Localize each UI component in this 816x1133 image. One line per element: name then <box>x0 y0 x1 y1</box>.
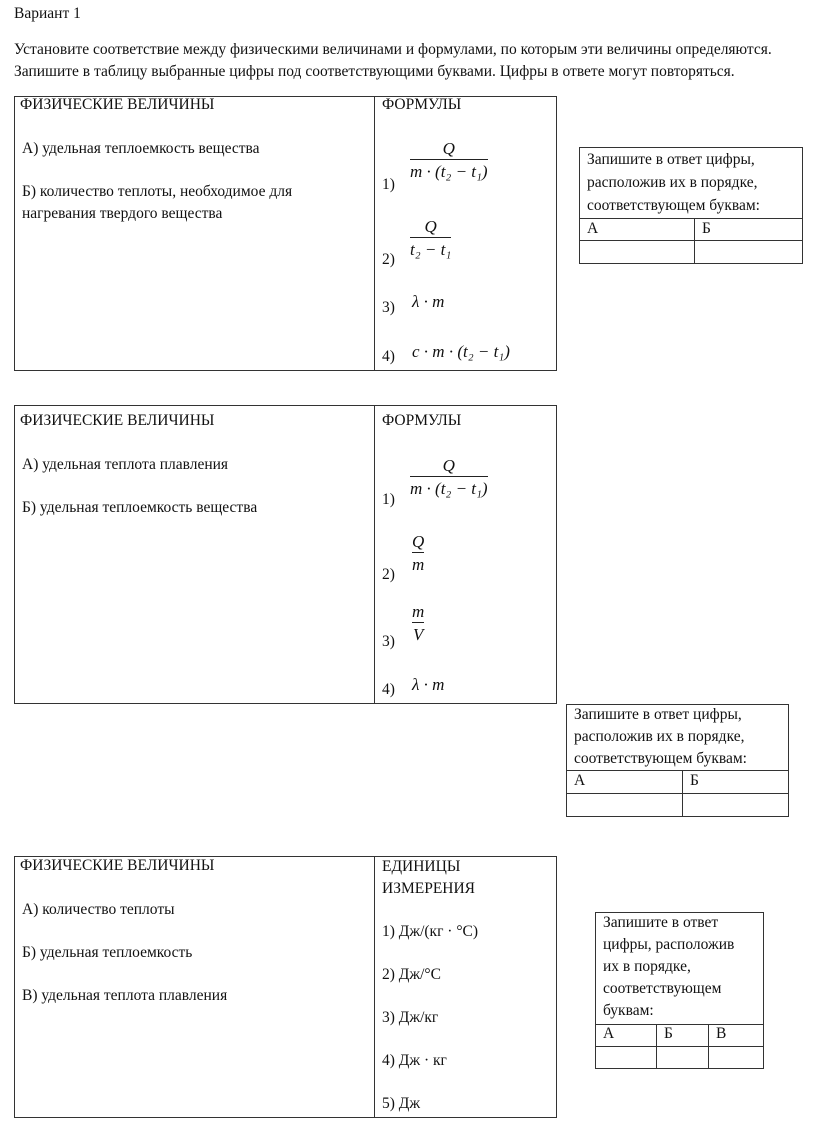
answer-prompt: Запишите в ответ цифры, <box>587 151 755 168</box>
task3-right-header: ЕДИНИЦЫ <box>382 858 461 875</box>
formula-fraction: m V <box>412 602 425 644</box>
formula: λ · m <box>412 292 445 311</box>
task1-left-header: ФИЗИЧЕСКИЕ ВЕЛИЧИНЫ <box>20 96 215 113</box>
answer-prompt: соответствующем <box>603 980 722 997</box>
formula-number: 4) <box>382 348 395 365</box>
instruction-text: Установите соответствие между физическими величинами и формулами, по которым эти величины определяются. Запишите в таблицу выбранные цифры под соответствующими буквами. Цифры в ответе могут повторяться. <box>14 41 772 80</box>
letter-b: Б <box>702 220 711 237</box>
formula: λ · m <box>412 675 445 694</box>
answer-prompt: соответствующем буквам: <box>587 197 760 214</box>
answer-prompt: цифры, расположив <box>603 936 735 953</box>
formula-fraction: Q m · (t₂ − t₁) <box>410 139 488 181</box>
task2-left-header: ФИЗИЧЕСКИЕ ВЕЛИЧИНЫ <box>20 412 215 429</box>
formula-number: 4) <box>382 681 395 698</box>
formula-number: 2) <box>382 566 395 583</box>
task1-quantity-b: Б) количество теплоты, необходимое для <box>22 183 293 200</box>
formula-number: 1) <box>382 176 395 193</box>
answer-cell-a[interactable] <box>596 1047 655 1068</box>
answer-prompt: буквам: <box>603 1002 654 1019</box>
formula: c · m · (t₂ − t₁) <box>412 342 510 361</box>
answer-cell-b[interactable] <box>695 241 802 263</box>
task2-right-header: ФОРМУЛЫ <box>382 412 462 429</box>
letter-b: Б <box>664 1025 673 1042</box>
formula-fraction: Q m · (t₂ − t₁) <box>410 456 488 498</box>
unit-option: 5) Дж <box>382 1095 421 1112</box>
task1-quantity-a: А) удельная теплоемкость вещества <box>22 140 260 157</box>
formula-number: 1) <box>382 491 395 508</box>
letter-a: А <box>603 1025 615 1042</box>
answer-cell-c[interactable] <box>709 1047 763 1068</box>
letter-a: А <box>574 772 586 789</box>
letter-a: А <box>587 220 599 237</box>
formula-number: 3) <box>382 299 395 316</box>
answer-cell-a[interactable] <box>567 794 681 816</box>
task2-quantity-a: А) удельная теплота плавления <box>22 456 229 473</box>
answer-cell-b[interactable] <box>657 1047 707 1068</box>
formula-fraction: Q t₂ − t₁ <box>410 217 452 259</box>
task3-right-header: ИЗМЕРЕНИЯ <box>382 880 476 897</box>
task1-table <box>14 96 557 371</box>
task2-quantity-b: Б) удельная теплоемкость вещества <box>22 499 258 516</box>
task3-quantity-b: Б) удельная теплоемкость <box>22 944 193 961</box>
variant-title: Вариант 1 <box>14 5 81 22</box>
answer-prompt: соответствующем буквам: <box>574 750 747 767</box>
formula-number: 3) <box>382 633 395 650</box>
formula-fraction: Q m <box>412 532 425 574</box>
answer-prompt: расположив их в порядке, <box>587 174 758 191</box>
unit-option: 3) Дж/кг <box>382 1009 439 1026</box>
answer-cell-b[interactable] <box>683 794 788 816</box>
task3-quantity-a: А) количество теплоты <box>22 901 175 918</box>
answer-prompt: расположив их в порядке, <box>574 728 745 745</box>
unit-option: 4) Дж · кг <box>382 1052 447 1069</box>
letter-b: Б <box>690 772 699 789</box>
unit-option: 1) Дж/(кг · °С) <box>382 923 479 940</box>
task1-quantity-b-cont: нагревания твердого вещества <box>22 205 223 222</box>
unit-option: 2) Дж/°С <box>382 966 441 983</box>
task2-table <box>14 405 557 704</box>
letter-c: В <box>716 1025 727 1042</box>
task3-quantity-c: В) удельная теплота плавления <box>22 987 228 1004</box>
answer-cell-a[interactable] <box>580 241 693 263</box>
task1-right-header: ФОРМУЛЫ <box>382 96 462 113</box>
formula-number: 2) <box>382 251 395 268</box>
task3-left-header: ФИЗИЧЕСКИЕ ВЕЛИЧИНЫ <box>20 857 215 874</box>
answer-prompt: Запишите в ответ цифры, <box>574 706 742 723</box>
answer-prompt: Запишите в ответ <box>603 914 719 931</box>
answer-prompt: их в порядке, <box>603 958 691 975</box>
